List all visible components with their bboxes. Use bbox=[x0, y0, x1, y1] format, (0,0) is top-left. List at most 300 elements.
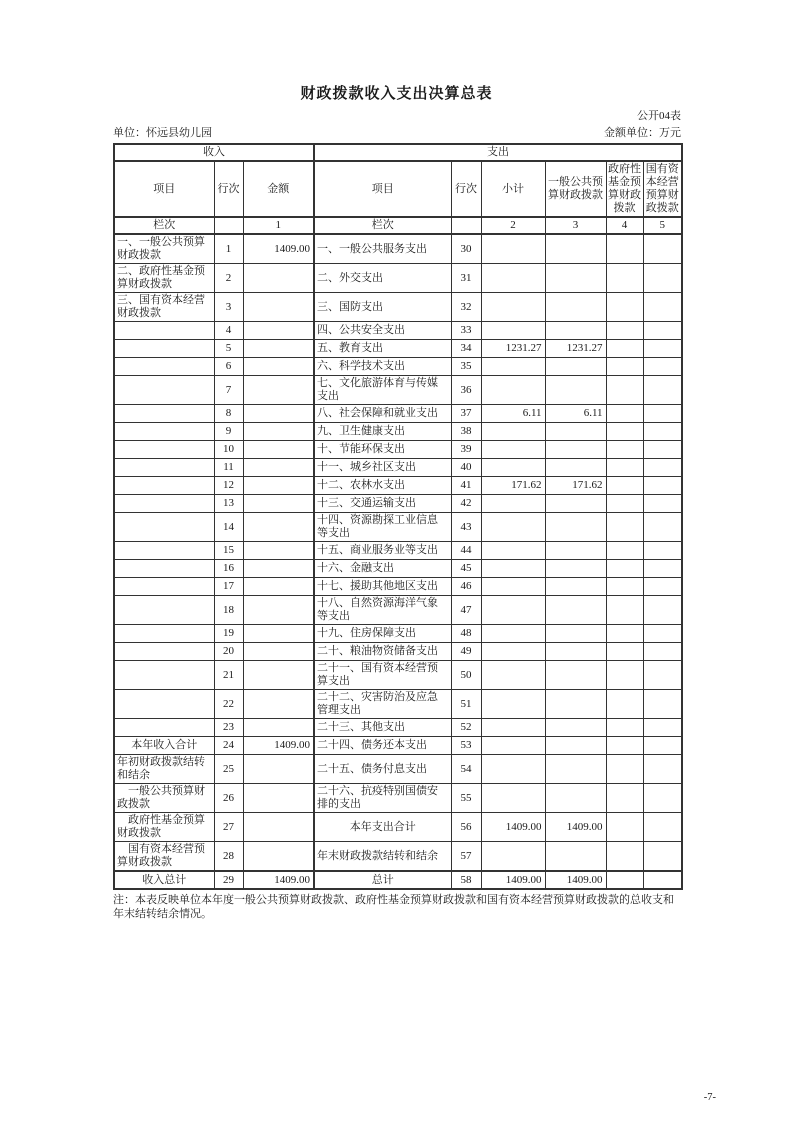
expense-line-cell: 35 bbox=[451, 358, 481, 376]
income-line-cell: 14 bbox=[214, 513, 243, 542]
table-row bbox=[114, 560, 682, 578]
expense-govt-fund-budget-cell bbox=[606, 234, 643, 264]
expense-state-capital-budget-cell bbox=[643, 755, 682, 784]
expense-general-public-budget-cell bbox=[545, 322, 606, 340]
expense-line-cell: 42 bbox=[451, 495, 481, 513]
income-item-cell bbox=[114, 542, 214, 560]
income-item-cell bbox=[114, 340, 214, 358]
income-line-cell: 18 bbox=[214, 596, 243, 625]
income-line-cell: 13 bbox=[214, 495, 243, 513]
income-amount-cell bbox=[243, 513, 314, 542]
expense-line-cell: 58 bbox=[451, 871, 481, 889]
expense-govt-fund-budget-cell bbox=[606, 376, 643, 405]
income-amount-cell bbox=[243, 842, 314, 872]
expenditure-group-header: 支出 bbox=[314, 144, 682, 161]
meta-row bbox=[113, 126, 681, 140]
expense-state-capital-budget-cell bbox=[643, 477, 682, 495]
income-item-cell bbox=[114, 322, 214, 340]
table-row bbox=[114, 578, 682, 596]
expense-govt-fund-budget-cell bbox=[606, 813, 643, 842]
expense-general-public-budget-cell: 171.62 bbox=[545, 477, 606, 495]
expense-subtotal-cell: 1409.00 bbox=[481, 871, 545, 889]
expense-state-capital-budget-cell bbox=[643, 234, 682, 264]
expense-item-cell: 五、教育支出 bbox=[314, 340, 451, 358]
expense-general-public-budget-cell bbox=[545, 293, 606, 322]
expense-govt-fund-budget-cell bbox=[606, 690, 643, 719]
table-row bbox=[114, 340, 682, 358]
expense-item-cell: 年末财政拨款结转和结余 bbox=[314, 842, 451, 872]
expense-general-public-budget-cell bbox=[545, 234, 606, 264]
expense-item-cell: 十七、援助其他地区支出 bbox=[314, 578, 451, 596]
expense-line-cell: 38 bbox=[451, 423, 481, 441]
expense-general-public-budget-cell: 1231.27 bbox=[545, 340, 606, 358]
expense-state-capital-budget-cell bbox=[643, 784, 682, 813]
expense-line-cell: 34 bbox=[451, 340, 481, 358]
income-line-cell: 15 bbox=[214, 542, 243, 560]
income-item-cell: 一般公共预算财政拨款 bbox=[114, 784, 214, 813]
expense-state-capital-budget-cell bbox=[643, 264, 682, 293]
expense-item-cell: 二十四、债务还本支出 bbox=[314, 737, 451, 755]
income-item-cell bbox=[114, 495, 214, 513]
income-amount-cell bbox=[243, 784, 314, 813]
expense-govt-fund-budget-cell bbox=[606, 560, 643, 578]
income-amount-cell: 1409.00 bbox=[243, 234, 314, 264]
income-item-cell bbox=[114, 513, 214, 542]
income-line-cell: 26 bbox=[214, 784, 243, 813]
lanci-state-capital-budget: 5 bbox=[643, 217, 682, 234]
expense-general-public-budget-cell bbox=[545, 513, 606, 542]
lanci-income-amount: 1 bbox=[243, 217, 314, 234]
expense-general-public-budget-cell bbox=[545, 625, 606, 643]
expense-govt-fund-budget-cell bbox=[606, 264, 643, 293]
income-item-cell: 一、一般公共预算财政拨款 bbox=[114, 234, 214, 264]
table-row bbox=[114, 293, 682, 322]
income-amount-cell bbox=[243, 719, 314, 737]
income-line-cell: 25 bbox=[214, 755, 243, 784]
income-line-cell: 8 bbox=[214, 405, 243, 423]
table-row bbox=[114, 234, 682, 264]
expense-state-capital-budget-cell bbox=[643, 842, 682, 872]
expense-item-cell: 十八、自然资源海洋气象等支出 bbox=[314, 596, 451, 625]
expense-item-cell: 一、一般公共服务支出 bbox=[314, 234, 451, 264]
income-item-cell bbox=[114, 441, 214, 459]
expense-govt-fund-budget-cell bbox=[606, 871, 643, 889]
expense-subtotal-cell bbox=[481, 293, 545, 322]
expense-line-cell: 55 bbox=[451, 784, 481, 813]
expense-subtotal-cell bbox=[481, 661, 545, 690]
lanci-govt-fund-budget: 4 bbox=[606, 217, 643, 234]
expense-subtotal-cell bbox=[481, 495, 545, 513]
expense-general-public-budget-cell bbox=[545, 423, 606, 441]
income-item-cell: 本年收入合计 bbox=[114, 737, 214, 755]
income-amount-cell: 1409.00 bbox=[243, 737, 314, 755]
expense-state-capital-budget-cell bbox=[643, 513, 682, 542]
income-line-cell: 5 bbox=[214, 340, 243, 358]
expense-subtotal-cell bbox=[481, 625, 545, 643]
table-row bbox=[114, 542, 682, 560]
expense-line-cell: 52 bbox=[451, 719, 481, 737]
lanci-subtotal: 2 bbox=[481, 217, 545, 234]
expense-general-public-budget-cell bbox=[545, 755, 606, 784]
expense-subtotal-cell bbox=[481, 578, 545, 596]
income-amount-cell bbox=[243, 293, 314, 322]
expense-item-cell: 二十、粮油物资储备支出 bbox=[314, 643, 451, 661]
expense-subtotal-cell bbox=[481, 560, 545, 578]
expense-general-public-budget-cell bbox=[545, 842, 606, 872]
expense-state-capital-budget-cell bbox=[643, 737, 682, 755]
table-row bbox=[114, 596, 682, 625]
income-line-cell: 19 bbox=[214, 625, 243, 643]
expense-govt-fund-budget-cell bbox=[606, 578, 643, 596]
income-line-cell: 6 bbox=[214, 358, 243, 376]
column-header-income-amount: 金额 bbox=[243, 161, 314, 217]
expense-govt-fund-budget-cell bbox=[606, 542, 643, 560]
expense-line-cell: 49 bbox=[451, 643, 481, 661]
expense-subtotal-cell bbox=[481, 423, 545, 441]
page-number: -7- bbox=[703, 1092, 716, 1103]
expense-general-public-budget-cell bbox=[545, 737, 606, 755]
expense-state-capital-budget-cell bbox=[643, 813, 682, 842]
expense-general-public-budget-cell bbox=[545, 358, 606, 376]
income-line-cell: 1 bbox=[214, 234, 243, 264]
income-amount-cell bbox=[243, 495, 314, 513]
expense-line-cell: 32 bbox=[451, 293, 481, 322]
income-amount-cell bbox=[243, 264, 314, 293]
expense-subtotal-cell bbox=[481, 690, 545, 719]
expense-state-capital-budget-cell bbox=[643, 560, 682, 578]
expense-general-public-budget-cell bbox=[545, 264, 606, 293]
income-amount-cell bbox=[243, 322, 314, 340]
expense-line-cell: 41 bbox=[451, 477, 481, 495]
income-amount-cell bbox=[243, 643, 314, 661]
income-line-cell: 16 bbox=[214, 560, 243, 578]
unit-label: 单位：怀远县幼儿园 bbox=[113, 127, 212, 139]
expense-govt-fund-budget-cell bbox=[606, 459, 643, 477]
expense-general-public-budget-cell: 1409.00 bbox=[545, 871, 606, 889]
expense-line-cell: 47 bbox=[451, 596, 481, 625]
expense-item-cell: 二十三、其他支出 bbox=[314, 719, 451, 737]
income-line-cell: 24 bbox=[214, 737, 243, 755]
expense-general-public-budget-cell bbox=[545, 719, 606, 737]
table-row bbox=[114, 643, 682, 661]
table-row bbox=[114, 625, 682, 643]
expense-general-public-budget-cell bbox=[545, 376, 606, 405]
income-item-cell: 国有资本经营预算财政拨款 bbox=[114, 842, 214, 872]
expense-subtotal-cell bbox=[481, 264, 545, 293]
expense-line-cell: 54 bbox=[451, 755, 481, 784]
column-header-income-item: 项目 bbox=[114, 161, 214, 217]
expense-general-public-budget-cell: 1409.00 bbox=[545, 813, 606, 842]
table-row bbox=[114, 376, 682, 405]
table-row bbox=[114, 477, 682, 495]
expense-general-public-budget-cell: 6.11 bbox=[545, 405, 606, 423]
table-row bbox=[114, 690, 682, 719]
column-header-row bbox=[114, 161, 682, 217]
income-line-cell: 21 bbox=[214, 661, 243, 690]
expense-general-public-budget-cell bbox=[545, 661, 606, 690]
expense-subtotal-cell bbox=[481, 784, 545, 813]
table-row bbox=[114, 495, 682, 513]
income-item-cell bbox=[114, 423, 214, 441]
income-line-cell: 28 bbox=[214, 842, 243, 872]
expense-item-cell: 十五、商业服务业等支出 bbox=[314, 542, 451, 560]
expense-govt-fund-budget-cell bbox=[606, 358, 643, 376]
expense-subtotal-cell bbox=[481, 234, 545, 264]
expense-subtotal-cell bbox=[481, 376, 545, 405]
expense-state-capital-budget-cell bbox=[643, 441, 682, 459]
expense-general-public-budget-cell bbox=[545, 560, 606, 578]
income-amount-cell bbox=[243, 459, 314, 477]
income-line-cell: 11 bbox=[214, 459, 243, 477]
expense-item-cell: 十三、交通运输支出 bbox=[314, 495, 451, 513]
income-line-cell: 17 bbox=[214, 578, 243, 596]
income-item-cell bbox=[114, 578, 214, 596]
table-code-label: 公开04表 bbox=[637, 110, 681, 122]
expense-state-capital-budget-cell bbox=[643, 358, 682, 376]
expense-govt-fund-budget-cell bbox=[606, 477, 643, 495]
expense-general-public-budget-cell bbox=[545, 784, 606, 813]
expense-govt-fund-budget-cell bbox=[606, 784, 643, 813]
income-amount-cell bbox=[243, 755, 314, 784]
income-item-cell: 政府性基金预算财政拨款 bbox=[114, 813, 214, 842]
income-item-cell bbox=[114, 719, 214, 737]
income-amount-cell bbox=[243, 596, 314, 625]
expense-general-public-budget-cell bbox=[545, 441, 606, 459]
expense-line-cell: 39 bbox=[451, 441, 481, 459]
column-header-govt-fund-budget: 政府性基金预算财政拨款 bbox=[606, 161, 643, 217]
expense-subtotal-cell bbox=[481, 459, 545, 477]
expense-state-capital-budget-cell bbox=[643, 871, 682, 889]
expense-line-cell: 37 bbox=[451, 405, 481, 423]
income-line-cell: 20 bbox=[214, 643, 243, 661]
expense-general-public-budget-cell bbox=[545, 596, 606, 625]
income-item-cell: 收入总计 bbox=[114, 871, 214, 889]
income-item-cell: 二、政府性基金预算财政拨款 bbox=[114, 264, 214, 293]
expense-general-public-budget-cell bbox=[545, 495, 606, 513]
expense-state-capital-budget-cell bbox=[643, 459, 682, 477]
income-line-cell: 4 bbox=[214, 322, 243, 340]
expense-state-capital-budget-cell bbox=[643, 293, 682, 322]
expense-general-public-budget-cell bbox=[545, 542, 606, 560]
income-item-cell bbox=[114, 477, 214, 495]
expense-line-cell: 50 bbox=[451, 661, 481, 690]
expense-govt-fund-budget-cell bbox=[606, 441, 643, 459]
expense-subtotal-cell: 171.62 bbox=[481, 477, 545, 495]
income-amount-cell bbox=[243, 477, 314, 495]
table-row bbox=[114, 358, 682, 376]
table-row bbox=[114, 459, 682, 477]
lanci-income-item: 栏次 bbox=[114, 217, 214, 234]
expense-state-capital-budget-cell bbox=[643, 625, 682, 643]
expense-line-cell: 43 bbox=[451, 513, 481, 542]
table-row bbox=[114, 737, 682, 755]
column-header-subtotal: 小计 bbox=[481, 161, 545, 217]
expense-subtotal-cell bbox=[481, 719, 545, 737]
expense-line-cell: 44 bbox=[451, 542, 481, 560]
expense-govt-fund-budget-cell bbox=[606, 340, 643, 358]
expense-subtotal-cell bbox=[481, 542, 545, 560]
income-item-cell bbox=[114, 459, 214, 477]
table-body bbox=[114, 234, 682, 889]
income-amount-cell bbox=[243, 358, 314, 376]
expense-line-cell: 51 bbox=[451, 690, 481, 719]
expense-subtotal-cell bbox=[481, 643, 545, 661]
expense-item-cell: 十九、住房保障支出 bbox=[314, 625, 451, 643]
expense-item-cell: 二、外交支出 bbox=[314, 264, 451, 293]
income-amount-cell bbox=[243, 423, 314, 441]
expense-subtotal-cell: 1409.00 bbox=[481, 813, 545, 842]
income-item-cell bbox=[114, 643, 214, 661]
income-line-cell: 3 bbox=[214, 293, 243, 322]
expense-item-cell: 二十六、抗疫特别国债安排的支出 bbox=[314, 784, 451, 813]
page-title: 财政拨款收入支出决算总表 bbox=[300, 86, 493, 102]
income-line-cell: 12 bbox=[214, 477, 243, 495]
expense-general-public-budget-cell bbox=[545, 459, 606, 477]
income-item-cell bbox=[114, 661, 214, 690]
table-row bbox=[114, 513, 682, 542]
expense-item-cell: 七、文化旅游体育与传媒支出 bbox=[314, 376, 451, 405]
column-header-expense-line: 行次 bbox=[451, 161, 481, 217]
expense-line-cell: 40 bbox=[451, 459, 481, 477]
expense-govt-fund-budget-cell bbox=[606, 405, 643, 423]
income-item-cell: 年初财政拨款结转和结余 bbox=[114, 755, 214, 784]
expense-govt-fund-budget-cell bbox=[606, 495, 643, 513]
expense-subtotal-cell bbox=[481, 358, 545, 376]
amount-unit-label: 金额单位：万元 bbox=[604, 127, 681, 139]
expense-general-public-budget-cell bbox=[545, 578, 606, 596]
expense-item-cell: 二十一、国有资本经营预算支出 bbox=[314, 661, 451, 690]
income-amount-cell bbox=[243, 690, 314, 719]
expense-line-cell: 46 bbox=[451, 578, 481, 596]
expense-govt-fund-budget-cell bbox=[606, 661, 643, 690]
lanci-income-line bbox=[214, 217, 243, 234]
income-item-cell bbox=[114, 376, 214, 405]
column-header-state-capital-budget: 国有资本经营预算财政拨款 bbox=[643, 161, 682, 217]
expense-line-cell: 33 bbox=[451, 322, 481, 340]
expense-state-capital-budget-cell bbox=[643, 719, 682, 737]
income-line-cell: 29 bbox=[214, 871, 243, 889]
expense-general-public-budget-cell bbox=[545, 643, 606, 661]
expense-line-cell: 57 bbox=[451, 842, 481, 872]
expense-state-capital-budget-cell bbox=[643, 542, 682, 560]
lanci-row bbox=[114, 217, 682, 234]
expense-item-cell: 十四、资源勘探工业信息等支出 bbox=[314, 513, 451, 542]
income-amount-cell bbox=[243, 376, 314, 405]
income-amount-cell bbox=[243, 625, 314, 643]
expense-state-capital-budget-cell bbox=[643, 340, 682, 358]
expense-govt-fund-budget-cell bbox=[606, 423, 643, 441]
income-group-header: 收入 bbox=[114, 144, 314, 161]
expense-state-capital-budget-cell bbox=[643, 643, 682, 661]
expense-govt-fund-budget-cell bbox=[606, 625, 643, 643]
expense-subtotal-cell bbox=[481, 596, 545, 625]
expense-line-cell: 53 bbox=[451, 737, 481, 755]
expense-line-cell: 45 bbox=[451, 560, 481, 578]
expense-item-cell: 九、卫生健康支出 bbox=[314, 423, 451, 441]
expense-line-cell: 56 bbox=[451, 813, 481, 842]
table-row bbox=[114, 784, 682, 813]
income-amount-cell bbox=[243, 405, 314, 423]
table-row bbox=[114, 719, 682, 737]
expense-line-cell: 48 bbox=[451, 625, 481, 643]
table-row bbox=[114, 423, 682, 441]
expense-item-cell: 十六、金融支出 bbox=[314, 560, 451, 578]
expense-subtotal-cell: 1231.27 bbox=[481, 340, 545, 358]
income-item-cell bbox=[114, 358, 214, 376]
expense-govt-fund-budget-cell bbox=[606, 755, 643, 784]
expense-govt-fund-budget-cell bbox=[606, 293, 643, 322]
expense-item-cell: 十、节能环保支出 bbox=[314, 441, 451, 459]
table-row bbox=[114, 405, 682, 423]
expense-subtotal-cell: 6.11 bbox=[481, 405, 545, 423]
expense-line-cell: 30 bbox=[451, 234, 481, 264]
expense-item-cell: 四、公共安全支出 bbox=[314, 322, 451, 340]
expense-govt-fund-budget-cell bbox=[606, 513, 643, 542]
income-item-cell bbox=[114, 405, 214, 423]
column-header-income-line: 行次 bbox=[214, 161, 243, 217]
table-row bbox=[114, 322, 682, 340]
column-header-expense-item: 项目 bbox=[314, 161, 451, 217]
table-row bbox=[114, 842, 682, 872]
expense-subtotal-cell bbox=[481, 322, 545, 340]
income-item-cell bbox=[114, 596, 214, 625]
expense-item-cell: 六、科学技术支出 bbox=[314, 358, 451, 376]
income-amount-cell bbox=[243, 542, 314, 560]
group-header-row bbox=[114, 144, 682, 161]
table-row bbox=[114, 755, 682, 784]
expense-item-cell: 总计 bbox=[314, 871, 451, 889]
table-note: 注：本表反映单位本年度一般公共预算财政拨款、政府性基金预算财政拨款和国有资本经营预算财政拨款的总收支和年末结转结余情况。 bbox=[113, 894, 674, 920]
expense-general-public-budget-cell bbox=[545, 690, 606, 719]
income-amount-cell: 1409.00 bbox=[243, 871, 314, 889]
income-line-cell: 10 bbox=[214, 441, 243, 459]
lanci-expense-line bbox=[451, 217, 481, 234]
expense-govt-fund-budget-cell bbox=[606, 643, 643, 661]
income-amount-cell bbox=[243, 661, 314, 690]
expense-state-capital-budget-cell bbox=[643, 690, 682, 719]
expense-state-capital-budget-cell bbox=[643, 495, 682, 513]
expense-subtotal-cell bbox=[481, 842, 545, 872]
expense-item-cell: 八、社会保障和就业支出 bbox=[314, 405, 451, 423]
expense-state-capital-budget-cell bbox=[643, 661, 682, 690]
expense-state-capital-budget-cell bbox=[643, 405, 682, 423]
expense-line-cell: 31 bbox=[451, 264, 481, 293]
lanci-expense-item: 栏次 bbox=[314, 217, 451, 234]
expense-state-capital-budget-cell bbox=[643, 423, 682, 441]
income-item-cell bbox=[114, 560, 214, 578]
income-amount-cell bbox=[243, 560, 314, 578]
expense-govt-fund-budget-cell bbox=[606, 322, 643, 340]
expense-subtotal-cell bbox=[481, 737, 545, 755]
expense-govt-fund-budget-cell bbox=[606, 596, 643, 625]
table-row bbox=[114, 264, 682, 293]
expense-govt-fund-budget-cell bbox=[606, 719, 643, 737]
expense-subtotal-cell bbox=[481, 513, 545, 542]
expense-state-capital-budget-cell bbox=[643, 376, 682, 405]
income-line-cell: 2 bbox=[214, 264, 243, 293]
column-header-general-public-budget: 一般公共预算财政拨款 bbox=[545, 161, 606, 217]
expense-state-capital-budget-cell bbox=[643, 578, 682, 596]
income-line-cell: 22 bbox=[214, 690, 243, 719]
income-item-cell: 三、国有资本经营财政拨款 bbox=[114, 293, 214, 322]
table-row bbox=[114, 441, 682, 459]
expense-state-capital-budget-cell bbox=[643, 596, 682, 625]
income-line-cell: 27 bbox=[214, 813, 243, 842]
expense-item-cell: 十一、城乡社区支出 bbox=[314, 459, 451, 477]
expense-item-cell: 三、国防支出 bbox=[314, 293, 451, 322]
expense-item-cell: 二十二、灾害防治及应急管理支出 bbox=[314, 690, 451, 719]
expense-line-cell: 36 bbox=[451, 376, 481, 405]
